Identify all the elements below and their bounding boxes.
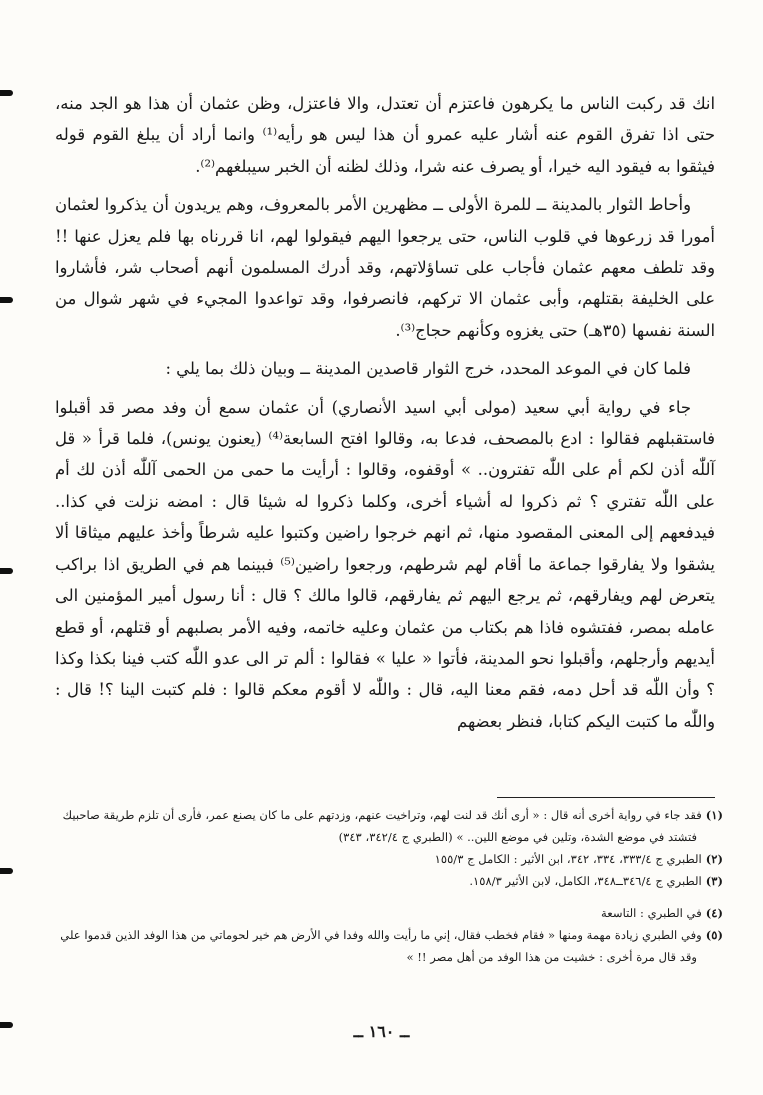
footnote bbox=[55, 804, 723, 848]
scan-edge-mark bbox=[0, 868, 13, 874]
footnote-number: (١) bbox=[705, 808, 723, 822]
page-number: ــ ١٦٠ ــ bbox=[353, 1022, 410, 1041]
footnote bbox=[55, 924, 723, 968]
footnote-number: (٢) bbox=[705, 852, 723, 866]
footnote-number: (٥) bbox=[705, 928, 723, 942]
footnote-text: وفي الطبري زيادة مهمة ومنها « فقام فخطب فقال، إني ما رأيت والله وفدا في الأرض هم خير لحوماتي من هذا الوفد الذين قدموا علي وقد قال مرة أخرى : خشيت من هذا الوفد من أهل مصر !! » bbox=[60, 928, 702, 964]
footnote-number: (٣) bbox=[705, 874, 723, 888]
footnote-gap bbox=[55, 892, 723, 902]
footnote-separator bbox=[497, 797, 715, 798]
main-text bbox=[55, 88, 715, 744]
footnote bbox=[55, 902, 723, 924]
footnote-text: في الطبري : التاسعة bbox=[601, 906, 702, 920]
footnote-text: الطبري ج ٣٣٣/٤، ٣٣٤، ٣٤٢، ابن الأثير : الكامل ج ١٥٥/٣ bbox=[434, 852, 702, 866]
footnotes bbox=[55, 804, 723, 968]
footnote bbox=[55, 848, 723, 870]
footnote-text: فقد جاء في رواية أخرى أنه قال : « أرى أنك قد لنت لهم، وتراخيت عنهم، وزدتهم على ما كان يصنع عمر، فأرى أن تلزم طريقة صاحبيك فتشتد في موضع الشدة، وتلين في موضع اللين.. » (الطبري ج ٣٤٢/٤، ٣٤٣) bbox=[62, 808, 702, 844]
footnote-number: (٤) bbox=[705, 906, 723, 920]
scan-edge-mark bbox=[0, 297, 13, 303]
scan-edge-mark bbox=[0, 568, 13, 574]
paragraph: جاء في رواية أبي سعيد (مولى أبي اسيد الأنصاري) أن عثمان سمع أن وفد مصر قد أقبلوا فاستقبلهم فقالوا : ادع بالمصحف، فدعا به، وقالوا افتح السابعة⁽⁴⁾ (يعنون يونس)، فلما قرأ « قل آللّٰه أذن لكم أم على اللّٰه تفترون.. » أوقفوه، وقالوا : أرأيت ما حمى من الحمى آللّٰه أذن لك أم على اللّٰه تفتري ؟ ثم ذكروا له أشياء أخرى، وكلما ذكروا له شيئا قال : امضه نزلت في كذا.. فيدفعهم إلى المعنى المقصود منها، ثم انهم خرجوا راضين وكتبوا عليه شرطاً وأخذ عليهم ميثاقا ألا يشقوا ولا يفارقوا جماعة ما أقام لهم شرطهم، ورجعوا راضين⁽⁵⁾ فبينما هم في الطريق اذا براكب يتعرض لهم ويفارقهم، ثم يرجع اليهم ثم يفارقهم، قالوا مالك ؟ قال : أنا رسول أمير المؤمنين الى عامله بمصر، ففتشوه فاذا هم بكتاب من عثمان وعليه خاتمه، وفيه الأمر بصلبهم أو قتلهم، أو قطع أيديهم وأرجلهم، وأقبلوا نحو المدينة، فأتوا « عليا » فقالوا : ألم تر الى عدو اللّٰه كتب فينا بكذا وكذا ؟ وأن اللّٰه قد أحل دمه، فقم معنا اليه، قال : واللّٰه لا أقوم معكم قالوا : فلم كتبت الينا ؟! قال : واللّٰه ما كتبت اليكم كتابا، فنظر بعضهم bbox=[55, 397, 716, 731]
paragraph: انك قد ركبت الناس ما يكرهون فاعتزم أن تعتدل، والا فاعتزل، وظن عثمان أن هذا هو الجد منه، حتى اذا تفرق القوم عنه أشار عليه عمرو أن هذا ليس هو رأيه⁽¹⁾ وانما أراد أن يبلغ القوم قوله فيثقوا به فيقود اليه خيرا، أو يصرف عنه شرا، وذلك لظنه أن الخبر سيبلغهم⁽²⁾. bbox=[55, 94, 715, 176]
footnote-text: الطبري ج ٣٤٦/٤ــ٣٤٨، الكامل، لابن الأثير ١٥٨/٣. bbox=[469, 874, 702, 888]
footnote bbox=[55, 870, 723, 892]
scan-edge-mark bbox=[0, 90, 13, 96]
paragraph: فلما كان في الموعد المحدد، خرج الثوار قاصدين المدينة ــ وبيان ذلك بما يلي : bbox=[165, 359, 691, 379]
paragraph: وأحاط الثوار بالمدينة ــ للمرة الأولى ــ مظهرين الأمر بالمعروف، وهم يريدون أن يذكروا لعثمان أمورا قد زرعوها في قلوب الناس، حتى يرجعوا اليهم فيقولوا لهم، انا قررناه بها فلم يعزل عنها !! وقد تلطف معهم عثمان فأجاب على تساؤلاتهم، وقد أدرك المسلمون أنهم أصحاب شر، فأشاروا على الخليفة بقتلهم، وأبى عثمان الا تركهم، فانصرفوا، وقد تواعدوا المجيء في شهر شوال من السنة نفسها (٣٥هـ) حتى يغزوه وكأنهم حجاج⁽³⁾. bbox=[55, 195, 715, 340]
